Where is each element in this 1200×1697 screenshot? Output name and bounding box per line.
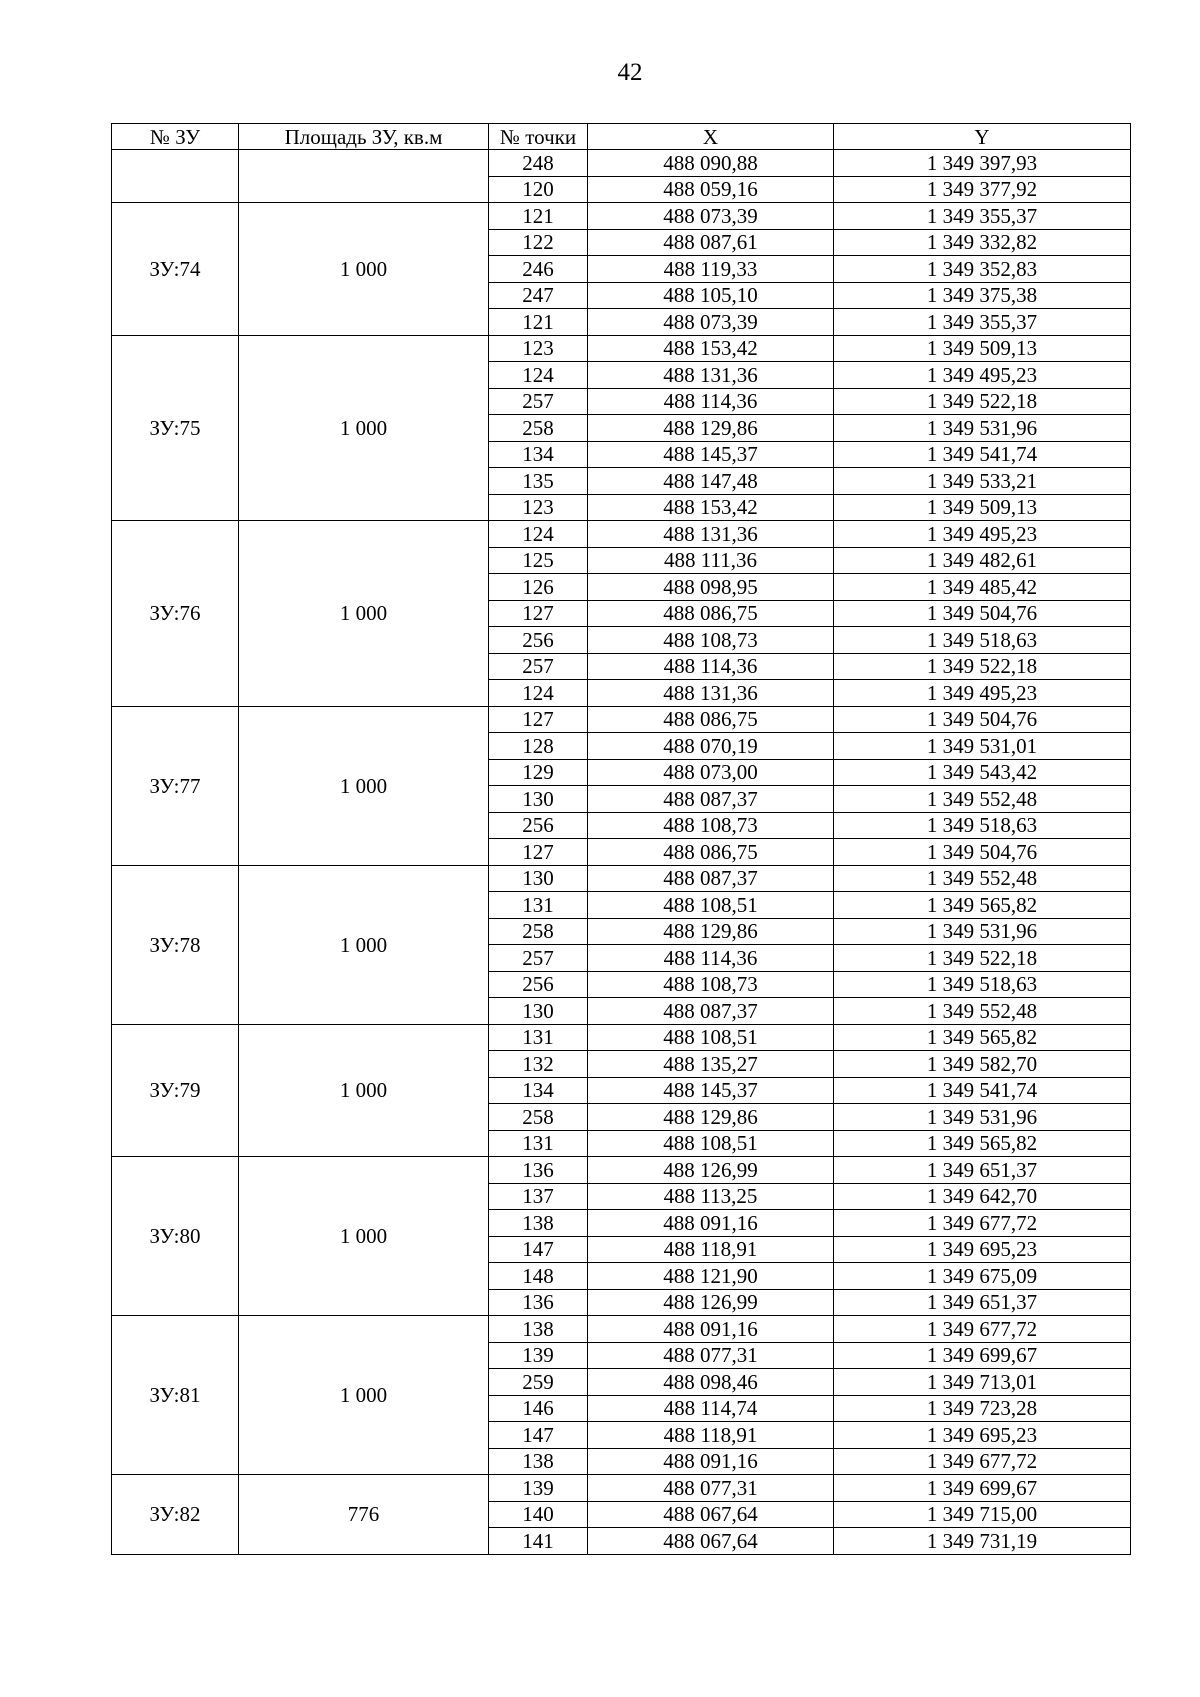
point-number-cell: 128: [489, 733, 588, 760]
point-number-cell: 136: [489, 1157, 588, 1184]
point-number-cell: 124: [489, 680, 588, 707]
x-coordinate-cell: 488 108,51: [588, 1024, 834, 1051]
plot-number-cell: [112, 150, 239, 203]
x-coordinate-cell: 488 091,16: [588, 1316, 834, 1343]
x-coordinate-cell: 488 077,31: [588, 1475, 834, 1502]
x-coordinate-cell: 488 118,91: [588, 1422, 834, 1449]
x-coordinate-cell: 488 153,42: [588, 335, 834, 362]
plot-number-cell: ЗУ:80: [112, 1157, 239, 1316]
x-coordinate-cell: 488 147,48: [588, 468, 834, 495]
point-number-cell: 147: [489, 1236, 588, 1263]
y-coordinate-cell: 1 349 495,23: [834, 362, 1131, 389]
plot-number-cell: ЗУ:79: [112, 1024, 239, 1157]
point-number-cell: 129: [489, 759, 588, 786]
x-coordinate-cell: 488 114,36: [588, 945, 834, 972]
point-number-cell: 139: [489, 1342, 588, 1369]
y-coordinate-cell: 1 349 642,70: [834, 1183, 1131, 1210]
point-number-cell: 256: [489, 812, 588, 839]
x-coordinate-cell: 488 126,99: [588, 1157, 834, 1184]
point-number-cell: 148: [489, 1263, 588, 1290]
point-number-cell: 137: [489, 1183, 588, 1210]
x-coordinate-cell: 488 135,27: [588, 1051, 834, 1078]
x-coordinate-cell: 488 087,61: [588, 229, 834, 256]
y-coordinate-cell: 1 349 522,18: [834, 388, 1131, 415]
coordinates-table: [111, 123, 1131, 1555]
point-number-cell: 256: [489, 627, 588, 654]
y-coordinate-cell: 1 349 552,48: [834, 786, 1131, 813]
x-coordinate-cell: 488 098,46: [588, 1369, 834, 1396]
y-coordinate-cell: 1 349 543,42: [834, 759, 1131, 786]
y-coordinate-cell: 1 349 699,67: [834, 1475, 1131, 1502]
x-coordinate-cell: 488 090,88: [588, 150, 834, 177]
y-coordinate-cell: 1 349 518,63: [834, 971, 1131, 998]
x-coordinate-cell: 488 086,75: [588, 706, 834, 733]
x-coordinate-cell: 488 091,16: [588, 1448, 834, 1475]
y-coordinate-cell: 1 349 485,42: [834, 574, 1131, 601]
x-coordinate-cell: 488 067,64: [588, 1528, 834, 1555]
x-coordinate-cell: 488 113,25: [588, 1183, 834, 1210]
y-coordinate-cell: 1 349 651,37: [834, 1157, 1131, 1184]
header-plot-number: № ЗУ: [112, 124, 239, 150]
y-coordinate-cell: 1 349 565,82: [834, 1130, 1131, 1157]
x-coordinate-cell: 488 077,31: [588, 1342, 834, 1369]
y-coordinate-cell: 1 349 518,63: [834, 627, 1131, 654]
table-row: [112, 865, 1131, 892]
point-number-cell: 126: [489, 574, 588, 601]
y-coordinate-cell: 1 349 699,67: [834, 1342, 1131, 1369]
plot-area-cell: 1 000: [239, 521, 489, 707]
x-coordinate-cell: 488 118,91: [588, 1236, 834, 1263]
point-number-cell: 131: [489, 1024, 588, 1051]
point-number-cell: 256: [489, 971, 588, 998]
y-coordinate-cell: 1 349 582,70: [834, 1051, 1131, 1078]
y-coordinate-cell: 1 349 509,13: [834, 494, 1131, 521]
point-number-cell: 135: [489, 468, 588, 495]
point-number-cell: 132: [489, 1051, 588, 1078]
y-coordinate-cell: 1 349 531,96: [834, 415, 1131, 442]
y-coordinate-cell: 1 349 552,48: [834, 865, 1131, 892]
point-number-cell: 123: [489, 494, 588, 521]
point-number-cell: 127: [489, 600, 588, 627]
x-coordinate-cell: 488 145,37: [588, 1077, 834, 1104]
point-number-cell: 134: [489, 1077, 588, 1104]
point-number-cell: 138: [489, 1448, 588, 1475]
x-coordinate-cell: 488 129,86: [588, 918, 834, 945]
header-x: X: [588, 124, 834, 150]
point-number-cell: 127: [489, 706, 588, 733]
x-coordinate-cell: 488 059,16: [588, 176, 834, 203]
x-coordinate-cell: 488 108,73: [588, 971, 834, 998]
point-number-cell: 123: [489, 335, 588, 362]
point-number-cell: 147: [489, 1422, 588, 1449]
plot-area-cell: 1 000: [239, 335, 489, 521]
y-coordinate-cell: 1 349 531,96: [834, 1104, 1131, 1131]
y-coordinate-cell: 1 349 541,74: [834, 1077, 1131, 1104]
x-coordinate-cell: 488 086,75: [588, 839, 834, 866]
y-coordinate-cell: 1 349 533,21: [834, 468, 1131, 495]
table-row: [112, 1024, 1131, 1051]
y-coordinate-cell: 1 349 677,72: [834, 1316, 1131, 1343]
y-coordinate-cell: 1 349 518,63: [834, 812, 1131, 839]
point-number-cell: 134: [489, 441, 588, 468]
x-coordinate-cell: 488 105,10: [588, 282, 834, 309]
y-coordinate-cell: 1 349 731,19: [834, 1528, 1131, 1555]
table-row: [112, 203, 1131, 230]
plot-area-cell: 1 000: [239, 706, 489, 865]
header-y: Y: [834, 124, 1131, 150]
plot-area-cell: 1 000: [239, 865, 489, 1024]
y-coordinate-cell: 1 349 397,93: [834, 150, 1131, 177]
point-number-cell: 257: [489, 653, 588, 680]
plot-area-cell: [239, 150, 489, 203]
point-number-cell: 258: [489, 415, 588, 442]
y-coordinate-cell: 1 349 565,82: [834, 892, 1131, 919]
y-coordinate-cell: 1 349 377,92: [834, 176, 1131, 203]
point-number-cell: 248: [489, 150, 588, 177]
table-row: [112, 1157, 1131, 1184]
y-coordinate-cell: 1 349 541,74: [834, 441, 1131, 468]
point-number-cell: 130: [489, 998, 588, 1025]
point-number-cell: 136: [489, 1289, 588, 1316]
y-coordinate-cell: 1 349 695,23: [834, 1236, 1131, 1263]
point-number-cell: 120: [489, 176, 588, 203]
y-coordinate-cell: 1 349 355,37: [834, 203, 1131, 230]
point-number-cell: 127: [489, 839, 588, 866]
y-coordinate-cell: 1 349 522,18: [834, 653, 1131, 680]
plot-number-cell: ЗУ:74: [112, 203, 239, 336]
point-number-cell: 258: [489, 918, 588, 945]
x-coordinate-cell: 488 087,37: [588, 998, 834, 1025]
point-number-cell: 121: [489, 203, 588, 230]
point-number-cell: 258: [489, 1104, 588, 1131]
x-coordinate-cell: 488 153,42: [588, 494, 834, 521]
table-row: [112, 706, 1131, 733]
y-coordinate-cell: 1 349 651,37: [834, 1289, 1131, 1316]
y-coordinate-cell: 1 349 552,48: [834, 998, 1131, 1025]
point-number-cell: 125: [489, 547, 588, 574]
x-coordinate-cell: 488 114,36: [588, 388, 834, 415]
plot-number-cell: ЗУ:76: [112, 521, 239, 707]
x-coordinate-cell: 488 108,51: [588, 892, 834, 919]
point-number-cell: 124: [489, 362, 588, 389]
x-coordinate-cell: 488 073,39: [588, 309, 834, 336]
point-number-cell: 257: [489, 945, 588, 972]
plot-area-cell: 1 000: [239, 1024, 489, 1157]
x-coordinate-cell: 488 073,39: [588, 203, 834, 230]
plot-area-cell: 1 000: [239, 1316, 489, 1475]
point-number-cell: 139: [489, 1475, 588, 1502]
y-coordinate-cell: 1 349 332,82: [834, 229, 1131, 256]
y-coordinate-cell: 1 349 723,28: [834, 1395, 1131, 1422]
point-number-cell: 146: [489, 1395, 588, 1422]
point-number-cell: 141: [489, 1528, 588, 1555]
x-coordinate-cell: 488 126,99: [588, 1289, 834, 1316]
x-coordinate-cell: 488 087,37: [588, 786, 834, 813]
table-row: [112, 1475, 1131, 1502]
x-coordinate-cell: 488 145,37: [588, 441, 834, 468]
header-point-number: № точки: [489, 124, 588, 150]
point-number-cell: 130: [489, 865, 588, 892]
plot-area-cell: 1 000: [239, 1157, 489, 1316]
x-coordinate-cell: 488 091,16: [588, 1210, 834, 1237]
header-row: [112, 124, 1131, 150]
y-coordinate-cell: 1 349 495,23: [834, 521, 1131, 548]
x-coordinate-cell: 488 129,86: [588, 415, 834, 442]
plot-number-cell: ЗУ:75: [112, 335, 239, 521]
y-coordinate-cell: 1 349 531,96: [834, 918, 1131, 945]
y-coordinate-cell: 1 349 375,38: [834, 282, 1131, 309]
table-row: [112, 335, 1131, 362]
plot-area-cell: 1 000: [239, 203, 489, 336]
point-number-cell: 124: [489, 521, 588, 548]
y-coordinate-cell: 1 349 495,23: [834, 680, 1131, 707]
y-coordinate-cell: 1 349 715,00: [834, 1501, 1131, 1528]
point-number-cell: 259: [489, 1369, 588, 1396]
x-coordinate-cell: 488 098,95: [588, 574, 834, 601]
y-coordinate-cell: 1 349 504,76: [834, 706, 1131, 733]
x-coordinate-cell: 488 131,36: [588, 680, 834, 707]
x-coordinate-cell: 488 108,51: [588, 1130, 834, 1157]
plot-number-cell: ЗУ:78: [112, 865, 239, 1024]
y-coordinate-cell: 1 349 695,23: [834, 1422, 1131, 1449]
x-coordinate-cell: 488 067,64: [588, 1501, 834, 1528]
x-coordinate-cell: 488 086,75: [588, 600, 834, 627]
x-coordinate-cell: 488 087,37: [588, 865, 834, 892]
y-coordinate-cell: 1 349 522,18: [834, 945, 1131, 972]
table-body: [112, 150, 1131, 1555]
x-coordinate-cell: 488 129,86: [588, 1104, 834, 1131]
y-coordinate-cell: 1 349 675,09: [834, 1263, 1131, 1290]
table-header: [112, 124, 1131, 150]
header-plot-area: Площадь ЗУ, кв.м: [239, 124, 489, 150]
x-coordinate-cell: 488 108,73: [588, 812, 834, 839]
plot-area-cell: 776: [239, 1475, 489, 1555]
point-number-cell: 247: [489, 282, 588, 309]
x-coordinate-cell: 488 070,19: [588, 733, 834, 760]
point-number-cell: 140: [489, 1501, 588, 1528]
x-coordinate-cell: 488 131,36: [588, 521, 834, 548]
table-row: [112, 1316, 1131, 1343]
point-number-cell: 246: [489, 256, 588, 283]
plot-number-cell: ЗУ:82: [112, 1475, 239, 1555]
x-coordinate-cell: 488 111,36: [588, 547, 834, 574]
y-coordinate-cell: 1 349 504,76: [834, 839, 1131, 866]
point-number-cell: 131: [489, 892, 588, 919]
y-coordinate-cell: 1 349 677,72: [834, 1448, 1131, 1475]
point-number-cell: 257: [489, 388, 588, 415]
x-coordinate-cell: 488 119,33: [588, 256, 834, 283]
plot-number-cell: ЗУ:81: [112, 1316, 239, 1475]
x-coordinate-cell: 488 114,74: [588, 1395, 834, 1422]
point-number-cell: 130: [489, 786, 588, 813]
y-coordinate-cell: 1 349 509,13: [834, 335, 1131, 362]
point-number-cell: 131: [489, 1130, 588, 1157]
point-number-cell: 138: [489, 1316, 588, 1343]
y-coordinate-cell: 1 349 482,61: [834, 547, 1131, 574]
x-coordinate-cell: 488 131,36: [588, 362, 834, 389]
y-coordinate-cell: 1 349 352,83: [834, 256, 1131, 283]
y-coordinate-cell: 1 349 504,76: [834, 600, 1131, 627]
x-coordinate-cell: 488 073,00: [588, 759, 834, 786]
point-number-cell: 121: [489, 309, 588, 336]
y-coordinate-cell: 1 349 565,82: [834, 1024, 1131, 1051]
table-row: [112, 150, 1131, 177]
y-coordinate-cell: 1 349 355,37: [834, 309, 1131, 336]
plot-number-cell: ЗУ:77: [112, 706, 239, 865]
point-number-cell: 122: [489, 229, 588, 256]
page-number: 42: [617, 59, 643, 86]
y-coordinate-cell: 1 349 677,72: [834, 1210, 1131, 1237]
y-coordinate-cell: 1 349 713,01: [834, 1369, 1131, 1396]
y-coordinate-cell: 1 349 531,01: [834, 733, 1131, 760]
x-coordinate-cell: 488 108,73: [588, 627, 834, 654]
table-row: [112, 521, 1131, 548]
x-coordinate-cell: 488 121,90: [588, 1263, 834, 1290]
x-coordinate-cell: 488 114,36: [588, 653, 834, 680]
point-number-cell: 138: [489, 1210, 588, 1237]
